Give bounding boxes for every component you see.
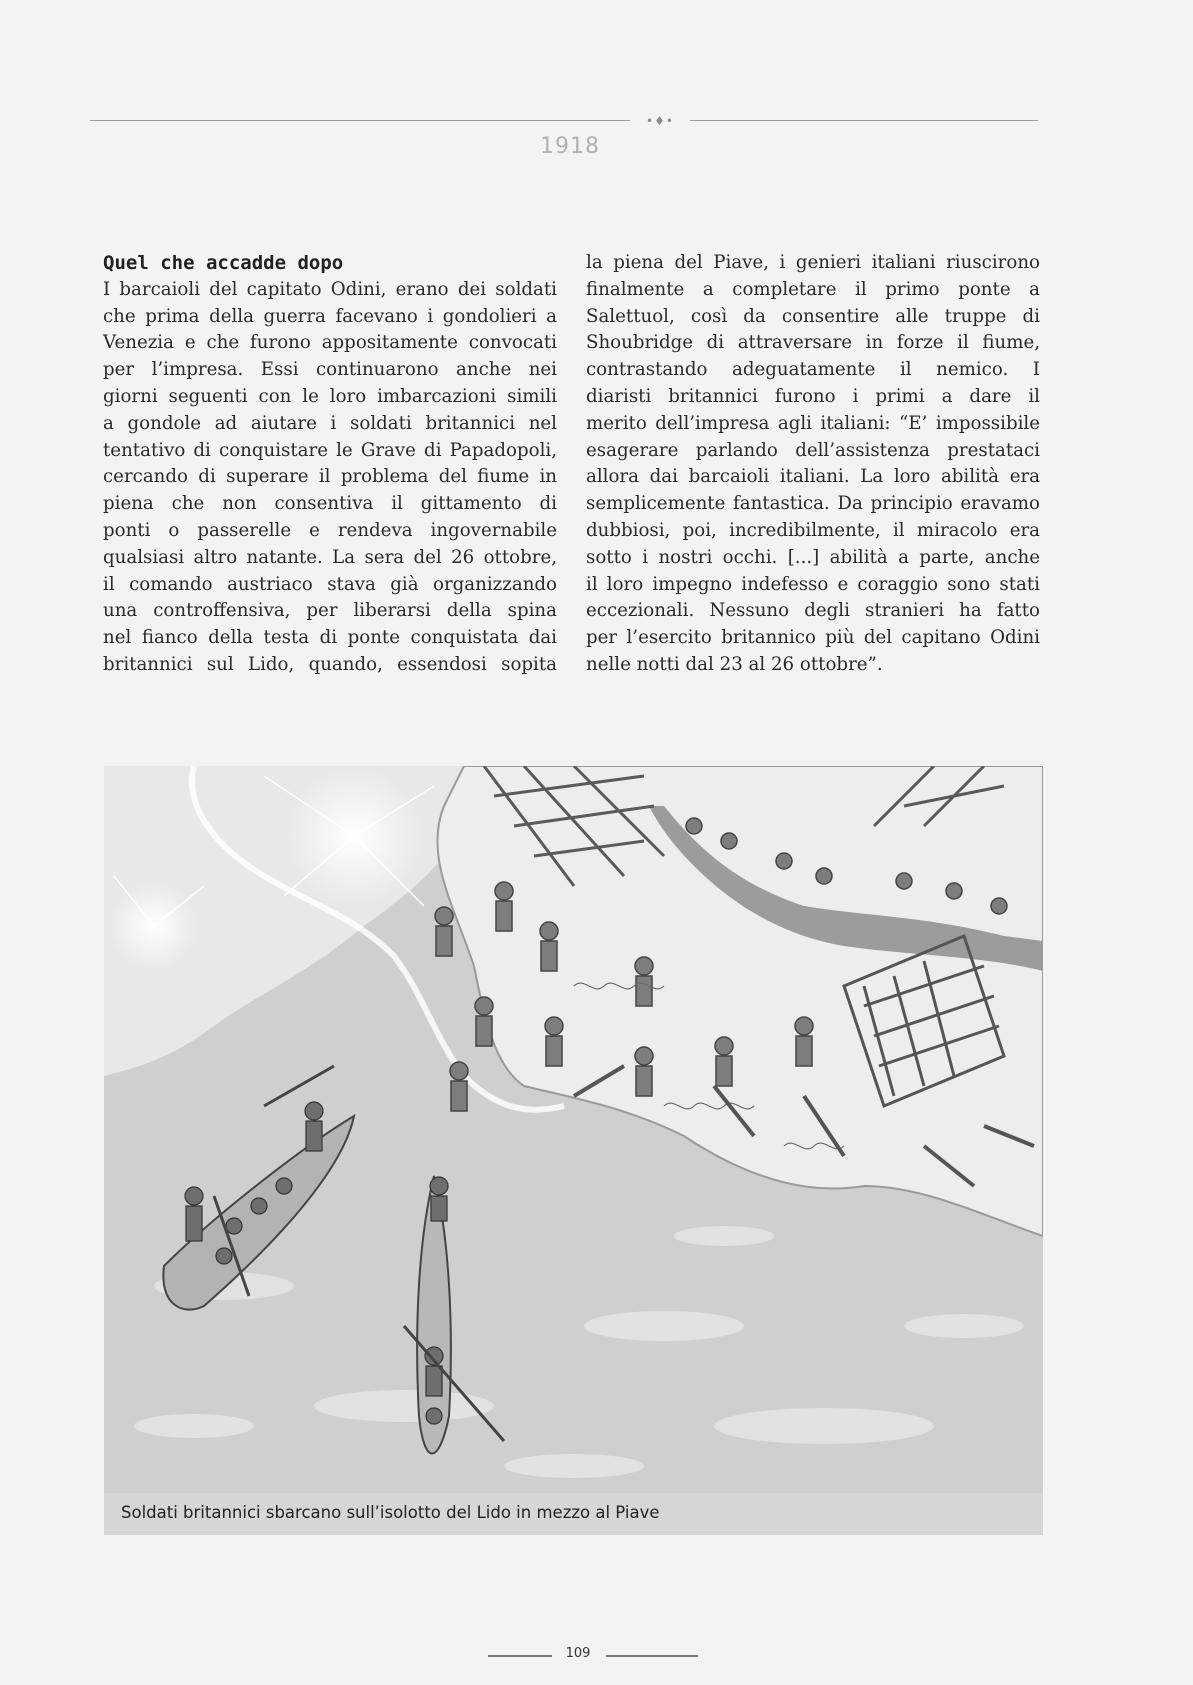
text-line: sotto i nostri occhi. [...] abilità a parte, anche [586, 546, 1040, 568]
ornament-icon: •♦• [646, 114, 674, 128]
text-line: per l’impresa. Essi continuarono anche nei [103, 359, 557, 381]
text-line: per l’esercito britannico più del capitano Odini [586, 627, 1040, 649]
page-number: 109 [565, 1646, 591, 1661]
text-line: dubbiosi, poi, incredibilmente, il miracolo era [586, 519, 1040, 541]
text-line: diaristi britannici furono i primi a dare il [586, 385, 1040, 407]
text-line: esagerare parlando dell’assistenza prestataci [586, 439, 1040, 461]
text-line: il loro impegno indefesso e coraggio sono stati [586, 573, 1040, 595]
footer-rule-left [488, 1655, 552, 1657]
text-line: eccezionali. Nessuno degli stranieri ha fatto [586, 600, 1040, 622]
text-line: semplicemente fantastica. Da principio eravamo [586, 493, 1040, 515]
text-line: a gondole ad aiutare i soldati britannici nel [103, 412, 557, 434]
text-line: ponti o passerelle e rendeva ingovernabile [103, 519, 557, 541]
text-line: contrastando adeguatamente il nemico. I [586, 359, 1040, 381]
text-line: allora dai barcaioli italiani. La loro abilità era [586, 466, 1040, 488]
figure-caption: Soldati britannici sbarcano sull’isolotto del Lido in mezzo al Piave [121, 1503, 660, 1522]
text-line: finalmente a completare il primo ponte a [586, 278, 1040, 300]
figure-caption-bar [104, 1493, 1043, 1535]
right-column-text [586, 250, 1040, 679]
text-line: I barcaioli del capitato Odini, erano dei soldati [103, 278, 557, 300]
illustration-drawing [104, 766, 1043, 1493]
right-column [586, 250, 1040, 679]
text-line: Salettuol, così da consentire alle truppe di [586, 305, 1040, 327]
text-line: qualsiasi altro natante. La sera del 26 ottobre, [103, 546, 557, 568]
text-line: giorni seguenti con le loro imbarcazioni simili [103, 385, 557, 407]
text-line: britannici sul Lido, quando, essendosi sopita [103, 653, 557, 675]
footer-rule-right [606, 1655, 698, 1657]
text-line: una controffensiva, per liberarsi della spina [103, 600, 557, 622]
left-column-text [103, 277, 557, 679]
section-title: Quel che accadde dopo [103, 252, 344, 274]
text-line: la piena del Piave, i genieri italiani riuscirono [586, 252, 1040, 273]
text-line: che prima della guerra facevano i gondolieri a [103, 305, 557, 327]
text-line: Venezia e che furono appositamente convocati [103, 332, 557, 354]
page-footer [0, 1646, 1193, 1666]
illustration [104, 766, 1043, 1493]
header-rule-left [90, 120, 630, 121]
text-line: piena che non consentiva il gittamento di [103, 493, 557, 515]
header-rule [90, 114, 1038, 128]
text-line: tentativo di conquistare le Grave di Papadopoli, [103, 439, 557, 461]
text-line: nel fianco della testa di ponte conquistata dai [103, 627, 557, 649]
header-rule-right [690, 120, 1038, 121]
page-year: 1918 [540, 134, 600, 159]
text-line: merito dell’impresa agli italiani: “E’ impossibile [586, 412, 1040, 434]
text-line: il comando austriaco stava già organizzando [103, 573, 557, 595]
left-column [103, 250, 557, 679]
text-line: Shoubridge di attraversare in forze il fiume, [586, 332, 1040, 354]
text-line: cercando di superare il problema del fiume in [103, 466, 557, 488]
text-line: nelle notti dal 23 al 26 ottobre”. [586, 653, 883, 675]
